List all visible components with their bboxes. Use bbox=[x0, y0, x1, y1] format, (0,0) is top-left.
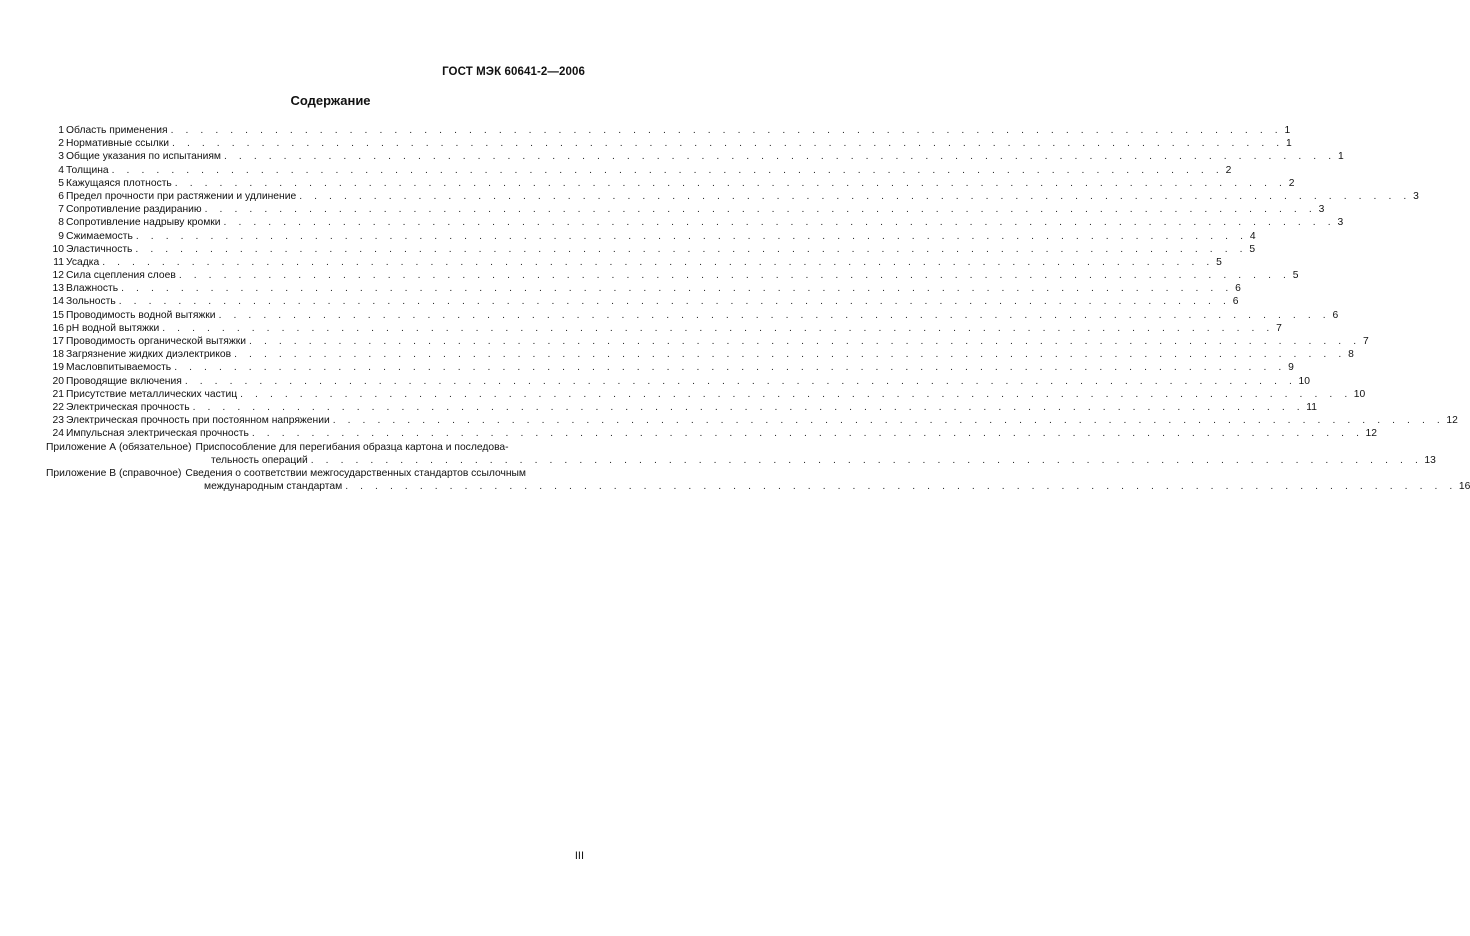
toc-entry-label: Проводимость органической вытяжки bbox=[66, 336, 247, 347]
toc-entry-page: 5 bbox=[1249, 243, 1256, 255]
toc-entry-number: 5 bbox=[58, 177, 64, 189]
dot-leader: . . . . . . . . . . . . . . . . . . . . . . . . . . . . . . . . . . . . . . . . . . . . . . . . . . . . . . . . . . . . . . . . . . . . . . . . . . . bbox=[249, 336, 1361, 347]
toc-appendix-entry bbox=[46, 441, 1436, 467]
toc-entry-page: 10 bbox=[1298, 375, 1310, 387]
toc-entry bbox=[46, 375, 1310, 388]
toc-entry bbox=[46, 177, 1295, 190]
appendix-title-line-2: тельность операций bbox=[211, 454, 308, 466]
toc-entry bbox=[46, 216, 1344, 229]
toc-entry bbox=[46, 256, 1222, 269]
toc-entry bbox=[46, 388, 1366, 401]
toc-entry-number: 17 bbox=[52, 336, 64, 347]
toc-entry-label: Область применения bbox=[66, 125, 168, 136]
toc-entry-page: 6 bbox=[1232, 296, 1239, 308]
toc-entry-label: Сила сцепления слоев bbox=[66, 270, 176, 282]
toc-entry-page: 8 bbox=[1348, 349, 1354, 361]
dot-leader: . . . . . . . . . . . . . . . . . . . . . . . . . . . . . . . . . . . . . . . . . . . . . . . . . . . . . . . . . . . . . . . . . . . . . . . . . . . bbox=[178, 270, 1291, 282]
toc-entry-page: 5 bbox=[1292, 270, 1299, 282]
toc-entry-label: Толщина bbox=[66, 164, 109, 176]
toc-entry-label: Усадка bbox=[66, 256, 100, 268]
toc-entry-page: 3 bbox=[1337, 217, 1344, 229]
appendix-prefix: Приложение А (обязательное) bbox=[46, 441, 192, 453]
toc-entry-number: 21 bbox=[52, 388, 64, 400]
toc-entry-label: Нормативные ссылки bbox=[66, 138, 170, 150]
toc-entry bbox=[46, 295, 1239, 308]
toc-entry bbox=[46, 335, 1369, 348]
toc-entry-label: Влажность bbox=[66, 283, 119, 295]
dot-leader: . . . . . . . . . . . . . . . . . . . . . . . . . . . . . . . . . . . . . . . . . . . . . . . . . . . . . . . . . . . . . . . . . . . . . . . . . . . bbox=[121, 283, 1233, 295]
toc-entry-page: 11 bbox=[1306, 401, 1317, 413]
dot-leader: . . . . . . . . . . . . . . . . . . . . . . . . . . . . . . . . . . . . . . . . . . . . . . . . . . . . . . . . . . . . . . . . . . . . . . . . . . . bbox=[345, 481, 1457, 493]
toc-entry bbox=[46, 243, 1256, 256]
toc-entry-page: 3 bbox=[1413, 190, 1419, 202]
dot-leader: . . . . . . . . . . . . . . . . . . . . . . . . . . . . . . . . . . . . . . . . . . . . . . . . . . . . . . . . . . . . . . . . . . . . . . . . . . . bbox=[224, 151, 1336, 163]
appendix-title-line-2: международным стандартам bbox=[204, 481, 343, 493]
toc-entry-number: 7 bbox=[58, 204, 64, 216]
toc-entry-number: 15 bbox=[52, 309, 64, 321]
toc-entry-number: 22 bbox=[52, 401, 64, 413]
toc-entry bbox=[46, 190, 1419, 203]
toc-entry-page: 12 bbox=[1365, 428, 1378, 440]
toc-entry-label: Общие указания по испытаниям bbox=[66, 151, 221, 163]
toc-entry bbox=[46, 203, 1325, 216]
dot-leader: . . . . . . . . . . . . . . . . . . . . . . . . . . . . . . . . . . . . . . . . . . . . . . . . . . . . . . . . . . . . . . . . . . . . . . . . . . . bbox=[310, 454, 1423, 466]
toc-entry-label: Электрическая прочность при постоянном напряжении bbox=[66, 415, 330, 427]
table-of-contents bbox=[46, 124, 1470, 493]
toc-entry-label: Зольность bbox=[66, 296, 116, 308]
appendix-prefix: Приложение В (справочное) bbox=[46, 467, 182, 479]
appendix-page: 16 bbox=[1458, 481, 1470, 493]
toc-entry bbox=[46, 309, 1339, 322]
toc-entry-page: 10 bbox=[1353, 388, 1366, 400]
document-header: ГОСТ МЭК 60641-2—2006 bbox=[442, 66, 585, 78]
toc-entry-page: 6 bbox=[1332, 309, 1339, 321]
appendix-page: 13 bbox=[1424, 454, 1436, 466]
dot-leader: . . . . . . . . . . . . . . . . . . . . . . . . . . . . . . . . . . . . . . . . . . . . . . . . . . . . . . . . . . . . . . . . . . . . . . . . . . . bbox=[332, 415, 1445, 427]
toc-entry-label: Эластичность bbox=[66, 243, 133, 255]
toc-entry bbox=[46, 150, 1344, 163]
dot-leader: . . . . . . . . . . . . . . . . . . . . . . . . . . . . . . . . . . . . . . . . . . . . . . . . . . . . . . . . . . . . . . . . . . . . . . . . . . . bbox=[174, 362, 1286, 374]
dot-leader: . . . . . . . . . . . . . . . . . . . . . . . . . . . . . . . . . . . . . . . . . . . . . . . . . . . . . . . . . . . . . . . . . . . . . . . . . . . bbox=[192, 401, 1305, 413]
toc-entry-page: 4 bbox=[1249, 230, 1256, 242]
toc-entry-number: 8 bbox=[58, 217, 64, 229]
toc-entry-number: 6 bbox=[58, 190, 64, 202]
toc-entry bbox=[46, 348, 1354, 361]
toc-entry-number: 23 bbox=[52, 415, 64, 427]
toc-entry bbox=[46, 361, 1294, 374]
dot-leader: . . . . . . . . . . . . . . . . . . . . . . . . . . . . . . . . . . . . . . . . . . . . . . . . . . . . . . . . . . . . . . . . . . . . . . . . . . . bbox=[162, 322, 1274, 334]
dot-leader: . . . . . . . . . . . . . . . . . . . . . . . . . . . . . . . . . . . . . . . . . . . . . . . . . . . . . . . . . . . . . . . . . . . . . . . . . . . bbox=[251, 428, 1364, 440]
toc-entry-page: 1 bbox=[1337, 151, 1344, 163]
toc-entry-page: 3 bbox=[1318, 204, 1325, 216]
dot-leader: . . . . . . . . . . . . . . . . . . . . . . . . . . . . . . . . . . . . . . . . . . . . . . . . . . . . . . . . . . . . . . . . . . . . . . . . . . . bbox=[174, 177, 1287, 189]
dot-leader: . . . . . . . . . . . . . . . . . . . . . . . . . . . . . . . . . . . . . . . . . . . . . . . . . . . . . . . . . . . . . . . . . . . . . . . . . . . bbox=[240, 388, 1352, 400]
toc-entry-label: Сопротивление надрыву кромки bbox=[66, 217, 221, 229]
toc-entry bbox=[46, 401, 1317, 414]
dot-leader: . . . . . . . . . . . . . . . . . . . . . . . . . . . . . . . . . . . . . . . . . . . . . . . . . . . . . . . . . . . . . . . . . . . . . . . . . . . bbox=[299, 190, 1411, 202]
toc-entry-label: Масловпитываемость bbox=[66, 362, 172, 374]
dot-leader: . . . . . . . . . . . . . . . . . . . . . . . . . . . . . . . . . . . . . . . . . . . . . . . . . . . . . . . . . . . . . . . . . . . . . . . . . . . bbox=[172, 138, 1284, 150]
toc-entry-page: 7 bbox=[1362, 336, 1369, 347]
toc-entry-number: 19 bbox=[52, 362, 64, 374]
toc-entry bbox=[46, 414, 1458, 427]
dot-leader: . . . . . . . . . . . . . . . . . . . . . . . . . . . . . . . . . . . . . . . . . . . . . . . . . . . . . . . . . . . . . . . . . . . . . . . . . . . bbox=[234, 349, 1346, 361]
dot-leader: . . . . . . . . . . . . . . . . . . . . . . . . . . . . . . . . . . . . . . . . . . . . . . . . . . . . . . . . . . . . . . . . . . . . . . . . . . . bbox=[102, 256, 1214, 268]
toc-entry-number: 3 bbox=[58, 151, 64, 163]
dot-leader: . . . . . . . . . . . . . . . . . . . . . . . . . . . . . . . . . . . . . . . . . . . . . . . . . . . . . . . . . . . . . . . . . . . . . . . . . . . bbox=[111, 164, 1224, 176]
dot-leader: . . . . . . . . . . . . . . . . . . . . . . . . . . . . . . . . . . . . . . . . . . . . . . . . . . . . . . . . . . . . . . . . . . . . . . . . . . . bbox=[170, 125, 1283, 136]
toc-entry-page: 5 bbox=[1216, 256, 1222, 268]
appendix-title-line-1: Приспособление для перегибания образца картона и последова- bbox=[195, 441, 509, 453]
toc-entry-page: 2 bbox=[1288, 177, 1295, 189]
dot-leader: . . . . . . . . . . . . . . . . . . . . . . . . . . . . . . . . . . . . . . . . . . . . . . . . . . . . . . . . . . . . . . . . . . . . . . . . . . . bbox=[118, 296, 1231, 308]
toc-entry-label: Импульсная электрическая прочность bbox=[66, 428, 249, 440]
toc-entry-label: Проводящие включения bbox=[66, 375, 182, 387]
toc-entry-page: 9 bbox=[1288, 362, 1294, 374]
toc-entry-page: 6 bbox=[1235, 283, 1241, 295]
dot-leader: . . . . . . . . . . . . . . . . . . . . . . . . . . . . . . . . . . . . . . . . . . . . . . . . . . . . . . . . . . . . . . . . . . . . . . . . . . . bbox=[218, 309, 1331, 321]
appendix-line-2 bbox=[46, 480, 1470, 493]
toc-entry bbox=[46, 230, 1256, 243]
toc-entry bbox=[46, 282, 1241, 295]
toc-entry-number: 14 bbox=[52, 296, 64, 308]
toc-entry bbox=[46, 137, 1292, 150]
toc-entry-number: 20 bbox=[52, 375, 64, 387]
toc-entry-number: 11 bbox=[53, 256, 64, 268]
dot-leader: . . . . . . . . . . . . . . . . . . . . . . . . . . . . . . . . . . . . . . . . . . . . . . . . . . . . . . . . . . . . . . . . . . . . . . . . . . . bbox=[223, 217, 1336, 229]
toc-entry-number: 24 bbox=[52, 428, 64, 440]
toc-entry-number: 4 bbox=[58, 164, 64, 176]
dot-leader: . . . . . . . . . . . . . . . . . . . . . . . . . . . . . . . . . . . . . . . . . . . . . . . . . . . . . . . . . . . . . . . . . . . . . . . . . . . bbox=[135, 230, 1248, 242]
toc-entry-label: Сопротивление раздиранию bbox=[66, 204, 202, 216]
toc-entry-label: Присутствие металлических частиц bbox=[66, 388, 238, 400]
toc-entry-label: Предел прочности при растяжении и удлинение bbox=[66, 190, 297, 202]
toc-entry-label: Проводимость водной вытяжки bbox=[66, 309, 216, 321]
toc-entry-number: 1 bbox=[58, 125, 64, 136]
page-title: Содержание bbox=[290, 93, 371, 108]
toc-entry-number: 10 bbox=[52, 243, 64, 255]
toc-entry-label: рН водной вытяжки bbox=[66, 322, 160, 334]
toc-entry-label: Сжимаемость bbox=[66, 230, 133, 242]
toc-entry-label: Загрязнение жидких диэлектриков bbox=[66, 349, 232, 361]
dot-leader: . . . . . . . . . . . . . . . . . . . . . . . . . . . . . . . . . . . . . . . . . . . . . . . . . . . . . . . . . . . . . . . . . . . . . . . . . . . bbox=[184, 375, 1297, 387]
toc-entry-number: 13 bbox=[52, 283, 64, 295]
toc-entry-page: 7 bbox=[1276, 322, 1282, 334]
toc-entry bbox=[46, 322, 1282, 335]
toc-entry bbox=[46, 124, 1291, 137]
appendix-line-1 bbox=[46, 441, 583, 454]
toc-entry-number: 18 bbox=[52, 349, 64, 361]
toc-entry-label: Электрическая прочность bbox=[66, 401, 190, 413]
toc-entry-label: Кажущаяся плотность bbox=[66, 177, 172, 189]
appendix-line-2 bbox=[46, 454, 1436, 467]
page-number: III bbox=[574, 850, 584, 862]
toc-entry-page: 2 bbox=[1225, 164, 1232, 176]
toc-entry bbox=[46, 427, 1378, 440]
dot-leader: . . . . . . . . . . . . . . . . . . . . . . . . . . . . . . . . . . . . . . . . . . . . . . . . . . . . . . . . . . . . . . . . . . . . . . . . . . . bbox=[135, 243, 1248, 255]
toc-entry-number: 16 bbox=[52, 322, 64, 334]
toc-entry bbox=[46, 269, 1299, 282]
toc-entry-number: 9 bbox=[58, 230, 64, 242]
toc-entry-page: 1 bbox=[1285, 138, 1292, 150]
toc-appendix-entry bbox=[46, 467, 1470, 493]
toc-entry bbox=[46, 164, 1232, 177]
appendix-title-line-1: Сведения о соответствии межгосударственных стандартов ссылочным bbox=[185, 467, 527, 479]
toc-entry-number: 12 bbox=[52, 270, 64, 282]
dot-leader: . . . . . . . . . . . . . . . . . . . . . . . . . . . . . . . . . . . . . . . . . . . . . . . . . . . . . . . . . . . . . . . . . . . . . . . . . . . bbox=[204, 204, 1317, 216]
appendix-line-1 bbox=[46, 467, 583, 480]
toc-entry-number: 2 bbox=[58, 138, 64, 150]
toc-entry-page: 1 bbox=[1284, 125, 1291, 136]
toc-entry-page: 12 bbox=[1446, 415, 1458, 427]
